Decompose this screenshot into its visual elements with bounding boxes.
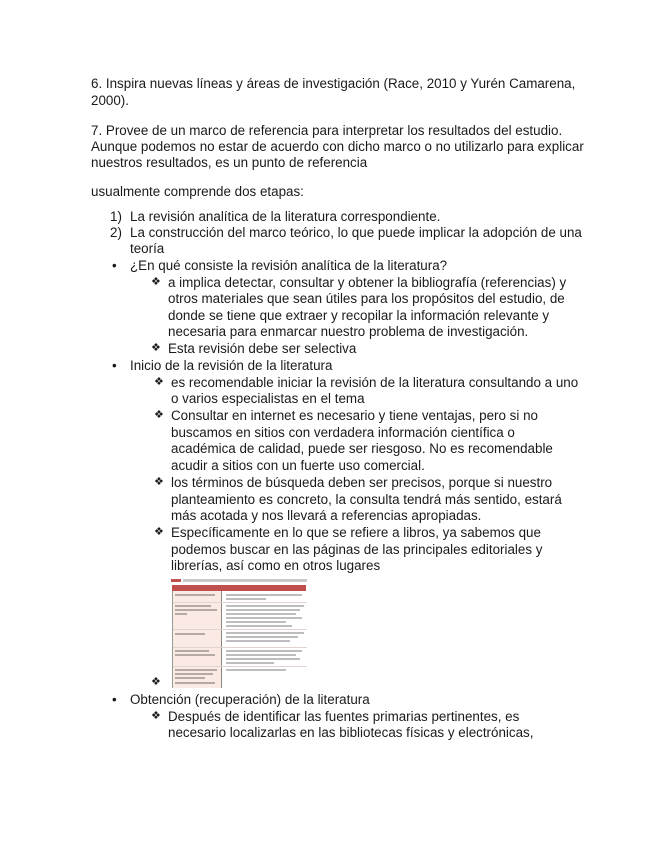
paragraph-6-line-1: 6. Inspira nuevas líneas y áreas de investigación (Race, 2010 y Yurén Camarena, [91,76,576,91]
section-2-item-4-line-1: Específicamente en lo que se refiere a libros, ya sabemos que [171,525,541,540]
diamond-bullet-icon: ❖ [154,409,164,421]
table-body [172,591,307,688]
embedded-table-image [171,578,307,688]
numbered-marker-2: 2) [110,225,122,240]
diamond-bullet-icon: ❖ [151,676,161,688]
table-caption [171,578,307,584]
section-2-item-1-line-1: es recomendable iniciar la revisión de la literatura consultando a uno [171,375,579,390]
paragraph-7-line-1: 7. Provee de un marco de referencia para interpretar los resultados del estudio. [91,123,563,138]
section-1-item-1-line-4: necesaria para enmarcar nuestro problema de investigación. [168,324,529,339]
paragraph-7-line-3: nuestros resultados, es un punto de referencia [91,155,368,170]
section-2-item-2-line-2: buscamos en sitios con verdadera información científica o [171,425,515,440]
section-2-item-2-line-3: académica de calidad, puede ser riesgoso. No es recomendable [171,441,553,456]
intro-line: usualmente comprende dos etapas: [91,184,304,199]
section-3-item-1-line-2: necesario localizarlas en las bibliotecas físicas y electrónicas, [168,725,534,740]
diamond-bullet-icon: ❖ [151,342,161,354]
diamond-bullet-icon: ❖ [151,710,161,722]
section-2-item-3-line-3: más acotada y nos llevará a referencias apropiadas. [171,508,482,523]
section-3-item-1-line-1: Después de identificar las fuentes primarias pertinentes, es [168,709,520,724]
bullet-marker-2: • [112,358,117,373]
paragraph-7-line-2: Aunque podemos no estar de acuerdo con dicho marco o no utilizarlo para explicar [91,139,584,154]
section-1-item-1-line-2: otros materiales que sean útiles para los propósitos del estudio, de [168,291,565,306]
diamond-bullet-icon: ❖ [151,276,161,288]
section-1-item-2-line-1: Esta revisión debe ser selectiva [168,341,357,356]
numbered-item-2-line-1: La construcción del marco teórico, lo que puede implicar la adopción de una [130,225,582,240]
section-2-item-2-line-4: acudir a sitios con un fuerte uso comercial. [171,458,425,473]
diamond-bullet-icon: ❖ [154,476,164,488]
bullet-marker-3: • [112,692,117,707]
paragraph-6-line-2: 2000). [91,93,129,108]
diamond-bullet-icon: ❖ [154,376,164,388]
section-2-item-4-line-3: librerías, así como en otros lugares [171,558,381,573]
section-3-title: Obtención (recuperación) de la literatura [130,692,370,707]
numbered-marker-1: 1) [110,209,122,224]
section-2-item-2-line-1: Consultar en internet es necesario y tiene ventajas, pero si no [171,408,538,423]
diamond-bullet-icon: ❖ [154,526,164,538]
section-2-item-3-line-1: los términos de búsqueda deben ser precisos, porque si nuestro [171,475,553,490]
section-2-item-4-line-2: podemos buscar en las páginas de las principales editoriales y [171,542,543,557]
section-1-item-1-line-3: donde se tiene que extraer y recopilar la información relevante y [168,308,550,323]
section-1-item-1-line-1: a implica detectar, consultar y obtener la bibliografía (referencias) y [168,275,567,290]
numbered-item-1-line-1: La revisión analítica de la literatura correspondiente. [130,209,441,224]
numbered-item-2-line-2: teoría [130,241,165,256]
bullet-marker-1: • [112,258,117,273]
section-2-item-1-line-2: o varios especialistas en el tema [171,391,365,406]
section-2-item-3-line-2: planteamiento es concreto, la consulta tendrá más sentido, estará [171,492,562,507]
section-2-title: Inicio de la revisión de la literatura [130,358,333,373]
section-1-title: ¿En qué consiste la revisión analítica de la literatura? [130,258,448,273]
